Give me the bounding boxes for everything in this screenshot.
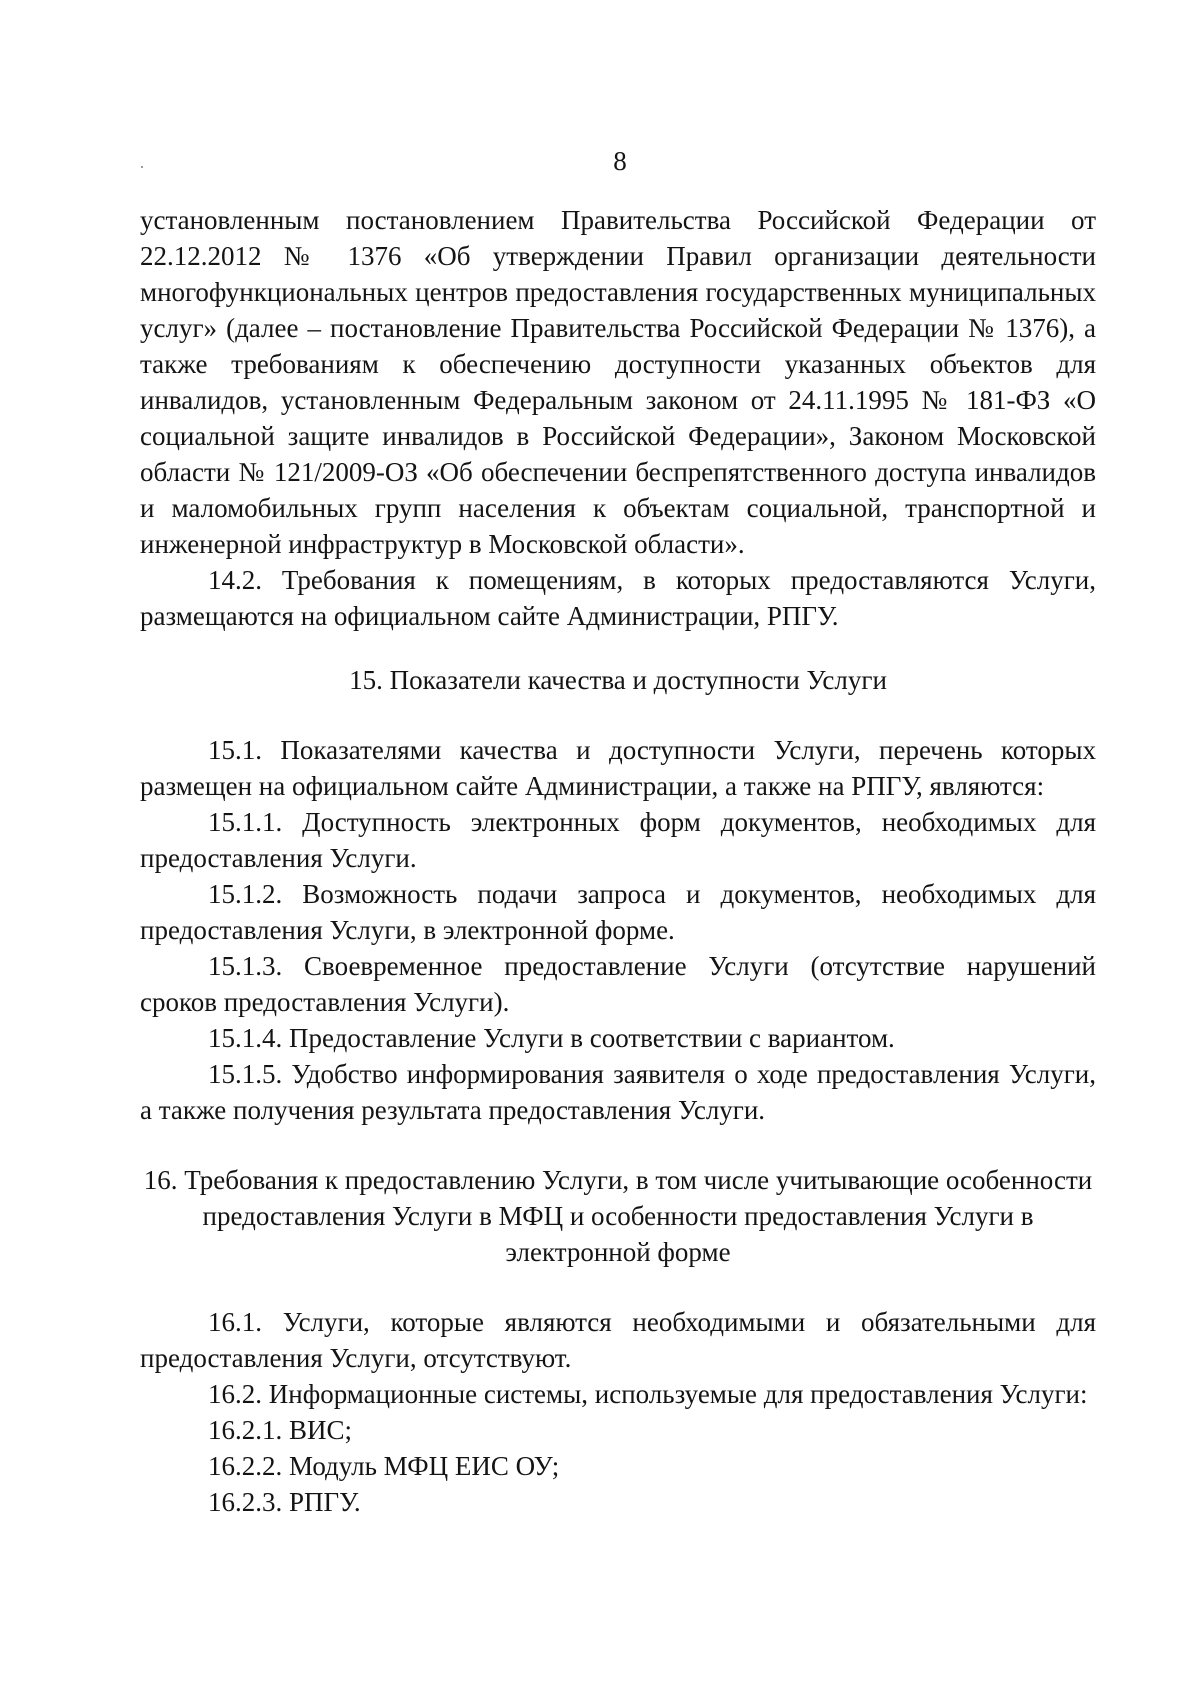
paragraph-16-2-2: 16.2.2. Модуль МФЦ ЕИС ОУ; bbox=[208, 1451, 560, 1481]
paragraph-15-1: 15.1. Показателями качества и доступности Услуги, перечень которых размещен на официальном сайте Администрации, а также на РПГУ, являются: bbox=[140, 735, 1096, 801]
paragraph-16-1: 16.1. Услуги, которые являются необходимыми и обязательными для предоставления Услуги, отсутствуют. bbox=[140, 1307, 1096, 1373]
paragraph-continuation: установленным постановлением Правительства Российской Федерации от 22.12.2012 № 1376 «Об утверждении Правил организации деятельности многофункциональных центров предоставления государственных муниципальных услуг» (далее – постановление Правительства Российской Федерации № 1376), а также требованиям к обеспечению доступности указанных объектов для инвалидов, установленным Федеральным законом от 24.11.1995 № 181-ФЗ «О социальной защите инвалидов в Российской Федерации», Законом Московской области № 121/2009-ОЗ «Об обеспечении беспрепятственного доступа инвалидов и маломобильных групп населения к объектам социальной, транспортной и инженерной инфраструктур в Московской области». bbox=[140, 205, 1096, 559]
document-body bbox=[140, 202, 1096, 1520]
paragraph-16-2: 16.2. Информационные системы, используемые для предоставления Услуги: bbox=[208, 1379, 1088, 1409]
paragraph-14-2: 14.2. Требования к помещениям, в которых предоставляются Услуги, размещаются на официальном сайте Администрации, РПГУ. bbox=[140, 565, 1096, 631]
paragraph-15-1-4: 15.1.4. Предоставление Услуги в соответствии с вариантом. bbox=[208, 1023, 895, 1053]
paragraph-16-2-3: 16.2.3. РПГУ. bbox=[208, 1487, 361, 1517]
paragraph-16-2-1: 16.2.1. ВИС; bbox=[208, 1415, 353, 1445]
paragraph-15-1-3: 15.1.3. Своевременное предоставление Услуги (отсутствие нарушений сроков предоставления Услуги). bbox=[140, 951, 1096, 1017]
paragraph-15-1-2: 15.1.2. Возможность подачи запроса и документов, необходимых для предоставления Услуги, в электронной форме. bbox=[140, 879, 1096, 945]
paragraph-15-1-5: 15.1.5. Удобство информирования заявителя о ходе предоставления Услуги, а также получения результата предоставления Услуги. bbox=[140, 1059, 1096, 1125]
section-15-heading: 15. Показатели качества и доступности Услуги bbox=[349, 665, 887, 695]
section-16-heading-line-2: предоставления Услуги в МФЦ и особенности предоставления Услуги в bbox=[202, 1201, 1034, 1231]
scan-speck bbox=[141, 166, 143, 168]
section-16-heading bbox=[140, 1162, 1096, 1270]
page-number: 8 bbox=[613, 146, 627, 176]
paragraph-15-1-1: 15.1.1. Доступность электронных форм документов, необходимых для предоставления Услуги. bbox=[140, 807, 1096, 873]
section-16-heading-line-1: 16. Требования к предоставлению Услуги, в том числе учитывающие особенности bbox=[143, 1165, 1093, 1195]
section-16-heading-line-3: электронной форме bbox=[505, 1237, 731, 1267]
